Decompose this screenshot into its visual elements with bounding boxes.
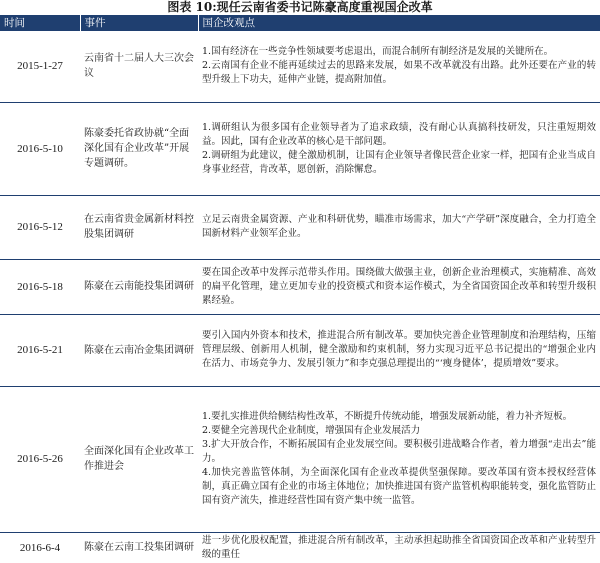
view-point: 1.国有经济在一些竞争性领域要考虑退出，而混合制所有制经济是发展的关键所在。	[202, 46, 554, 58]
row-date: 2016-5-18	[0, 259, 80, 314]
table-row	[0, 386, 600, 532]
table-row	[0, 31, 600, 102]
row-date: 2016-5-10	[0, 102, 80, 195]
view-point: 2.要健全完善现代企业制度，增强国有企业发展活力	[202, 425, 421, 436]
row-views	[198, 31, 600, 102]
row-event: 在云南省贵金属新材料控股集团调研	[80, 195, 198, 259]
table-header-row	[0, 15, 600, 31]
row-event: 陈豪在云南冶金集团调研	[80, 314, 198, 386]
row-event: 陈豪委托省政协就“全面深化国有企业改革”开展专题调研。	[80, 102, 198, 195]
view-point: 进一步优化股权配置，推进混合所有制改革，主动承担起助推全省国资国企改革和产业转型升级的重任	[202, 534, 596, 560]
row-date: 2016-5-12	[0, 195, 80, 259]
row-event: 陈豪在云南工投集团调研	[84, 542, 194, 553]
row-views	[198, 386, 600, 532]
header-date: 时间	[0, 15, 80, 31]
table-row	[0, 314, 600, 386]
view-point: 3.扩大开放合作，不断拓展国有企业发展空间。要积极引进战略合作者，着力增强“走出去”能力。	[202, 439, 596, 464]
view-point: 要在国企改革中发挥示范带头作用。围绕做大做强主业，创新企业治理模式，实施精准、高效的扁平化管理，建立更加专业的投资模式和资本运作模式，为全省国资国企改革和转型升级积累经验。	[202, 266, 596, 306]
row-date: 2016-5-26	[0, 386, 80, 532]
row-event: 全面深化国有企业改革工作推进会	[80, 386, 198, 532]
view-point: 1.调研组认为很多国有企业领导者为了追求政绩，没有耐心认真搞科技研发，只注重短期效益。因此，国有企业改革的核心是干部问题。	[202, 121, 596, 147]
row-views	[198, 195, 600, 259]
view-point: 要引入国内外资本和技术，推进混合所有制改革。要加快完善企业管理制度和治理结构，压缩管理层级、创新用人机制，健全激励和约束机制，努力实现习近平总书记提出的“增强企业内在活力、市场竞争力、发展引领力”和李克强总理提出的“‘瘦身健体’，提质增效”要求。	[202, 330, 596, 369]
row-event: 陈豪在云南能投集团调研	[80, 259, 198, 314]
row-views	[198, 259, 600, 314]
row-views	[198, 102, 600, 195]
table-row	[0, 195, 600, 259]
row-views	[198, 314, 600, 386]
header-event: 事件	[80, 15, 198, 31]
header-views: 国企改观点	[198, 15, 600, 31]
policy-table	[0, 15, 600, 563]
row-event: 云南省十二届人大三次会议	[80, 31, 198, 102]
row-date: 2015-1-27	[0, 31, 80, 102]
figure-title: 图表 10:现任云南省委书记陈豪高度重视国企改革	[167, 0, 433, 14]
view-point: 1.要扎实推进供给侧结构性改革，不断提升传统动能，增强发展新动能，着力补齐短板。	[202, 411, 573, 422]
view-point: 2.云南国有企业不能再延续过去的思路来发展，如果不改革就没有出路。此外还要在产业的转型升级上下功夫，延伸产业链，提高附加值。	[202, 60, 596, 86]
table-row	[0, 259, 600, 314]
row-views	[198, 532, 600, 563]
view-point: 2.调研组为此建议，健全激励机制，让国有企业领导者像民营企业家一样，把国有企业当成自身事业经营，肯改革，愿创新，消除懈怠。	[202, 149, 596, 175]
view-point: 4.加快完善监管体制，为全面深化国有企业改革提供坚强保障。要改革国有资本授权经营体制，真正确立国有企业的市场主体地位；加快推进国有资产监管机构职能转变，强化监管防止国有资产流失，推进经营性国有资产集中统一监管。	[202, 467, 596, 506]
row-date: 2016-6-4	[19, 541, 61, 554]
row-date: 2016-5-21	[0, 314, 80, 386]
table-row	[0, 102, 600, 195]
table-row	[0, 532, 600, 563]
view-point: 立足云南贵金属资源、产业和科研优势，瞄准市场需求，加大“产学研”深度融合，全力打造全国新材料产业领军企业。	[202, 214, 596, 239]
